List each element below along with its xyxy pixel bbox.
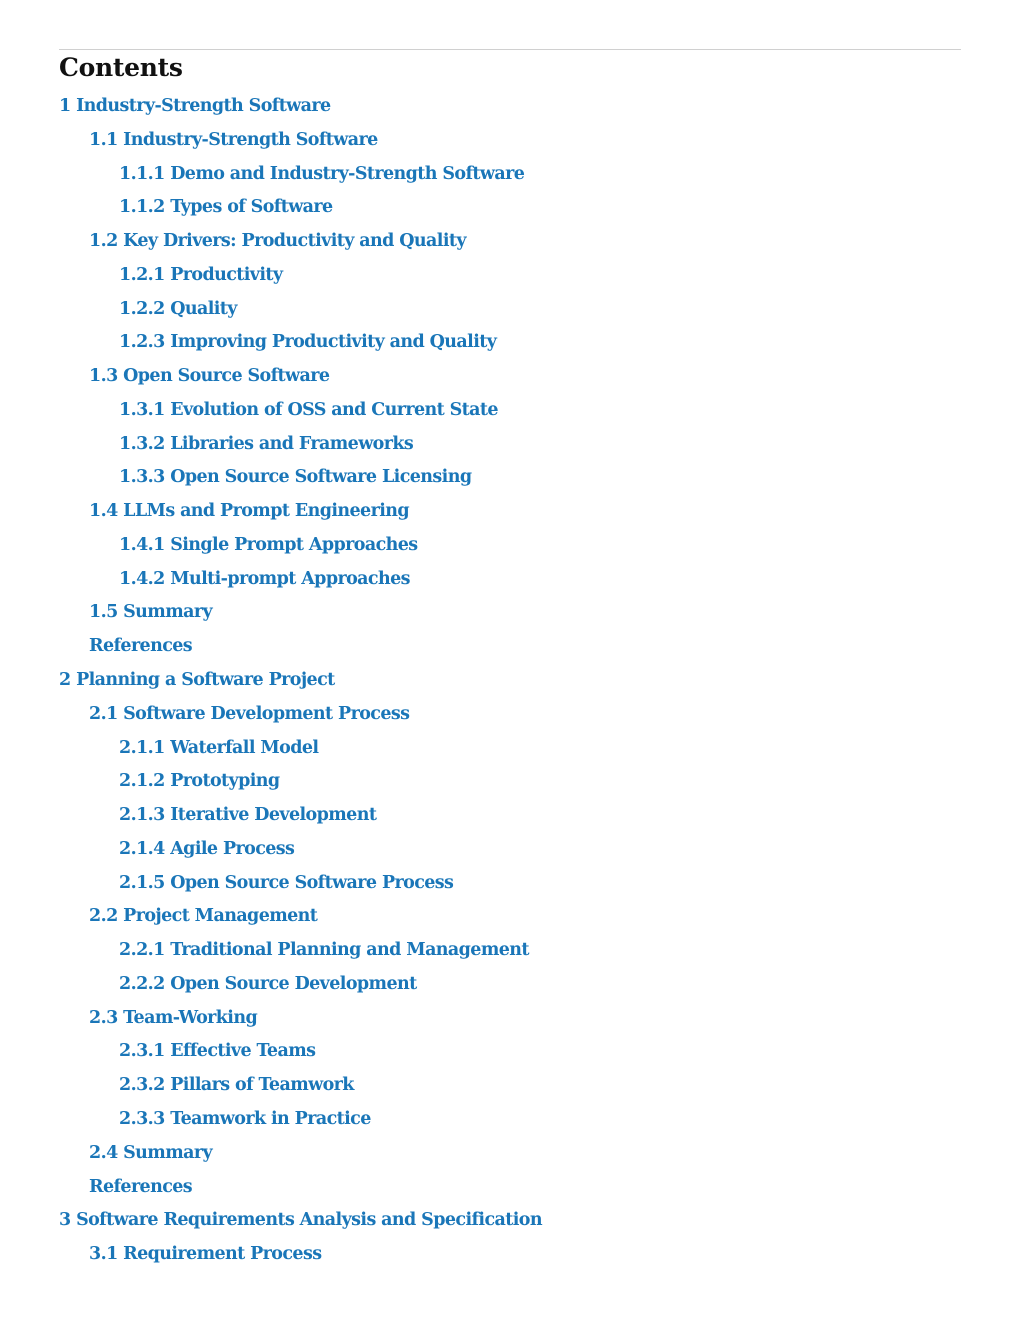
toc-link[interactable]: 2.1.4 Agile Process	[119, 838, 295, 859]
toc-entry	[59, 258, 542, 292]
toc-entry	[59, 1034, 542, 1068]
toc-entry	[59, 325, 542, 359]
toc-entry	[59, 764, 542, 798]
toc-entry	[59, 595, 542, 629]
toc-entry	[59, 697, 542, 731]
toc-link[interactable]: 2.3 Team-Working	[89, 1007, 258, 1028]
toc-link[interactable]: 1.3.3 Open Source Software Licensing	[119, 467, 472, 488]
toc-link[interactable]: 2.1.5 Open Source Software Process	[119, 872, 454, 893]
toc-entry	[59, 899, 542, 933]
toc-entry	[59, 528, 542, 562]
toc-link[interactable]: 1.3 Open Source Software	[89, 366, 330, 387]
toc-entry	[59, 1136, 542, 1170]
toc-entry	[59, 157, 542, 191]
toc-link[interactable]: 1.1.2 Types of Software	[119, 197, 333, 218]
toc-link[interactable]: 1.5 Summary	[89, 602, 213, 623]
toc-entry	[59, 89, 542, 123]
toc-link[interactable]: 2.1.1 Waterfall Model	[119, 737, 319, 758]
toc-entry	[59, 832, 542, 866]
toc-link[interactable]: 2.3.3 Teamwork in Practice	[119, 1108, 371, 1129]
toc-link[interactable]: 1.3.1 Evolution of OSS and Current State	[119, 399, 498, 420]
toc-link[interactable]: 1.4 LLMs and Prompt Engineering	[89, 501, 410, 522]
top-rule	[59, 49, 961, 50]
toc-link[interactable]: 2.1.2 Prototyping	[119, 771, 280, 792]
toc-link[interactable]: 2.2 Project Management	[89, 906, 318, 927]
toc-entry	[59, 224, 542, 258]
toc-link[interactable]: 1.1.1 Demo and Industry-Strength Software	[119, 163, 525, 184]
toc-entry	[59, 866, 542, 900]
toc-link[interactable]: 2.2.2 Open Source Development	[119, 973, 417, 994]
toc-entry	[59, 1203, 542, 1237]
toc-entry	[59, 1102, 542, 1136]
toc-entry	[59, 629, 542, 663]
toc-link[interactable]: 1.2 Key Drivers: Productivity and Quality	[89, 231, 466, 252]
toc-entry	[59, 494, 542, 528]
toc-entry	[59, 427, 542, 461]
toc-link[interactable]: 1.4.1 Single Prompt Approaches	[119, 534, 418, 555]
toc-link[interactable]: 1.4.2 Multi-prompt Approaches	[119, 568, 410, 589]
toc-link[interactable]: 1.2.1 Productivity	[119, 264, 283, 285]
toc-entry	[59, 663, 542, 697]
toc-entry	[59, 359, 542, 393]
toc-link[interactable]: 2.4 Summary	[89, 1142, 213, 1163]
toc-link[interactable]: 2.3.1 Effective Teams	[119, 1041, 316, 1062]
toc-link[interactable]: 1 Industry-Strength Software	[59, 96, 331, 116]
toc-link[interactable]: 1.2.3 Improving Productivity and Quality	[119, 332, 497, 353]
toc-link[interactable]: References	[89, 1176, 193, 1197]
toc-link[interactable]: 1.1 Industry-Strength Software	[89, 129, 378, 150]
toc-entry	[59, 190, 542, 224]
contents-heading: Contents	[59, 53, 183, 82]
toc-entry	[59, 1068, 542, 1102]
toc-entry	[59, 1237, 542, 1271]
toc-entry	[59, 292, 542, 326]
toc-link[interactable]: 3 Software Requirements Analysis and Specification	[59, 1210, 542, 1231]
toc-entry	[59, 1170, 542, 1204]
toc-link[interactable]: 2.2.1 Traditional Planning and Management	[119, 940, 529, 961]
toc-link[interactable]: 2 Planning a Software Project	[59, 670, 335, 691]
toc-entry	[59, 123, 542, 157]
toc-entry	[59, 393, 542, 427]
toc-entry	[59, 933, 542, 967]
toc-entry	[59, 798, 542, 832]
toc-link[interactable]: 1.2.2 Quality	[119, 298, 237, 319]
toc-entry	[59, 731, 542, 765]
toc-link[interactable]: 3.1 Requirement Process	[89, 1244, 322, 1265]
toc-link[interactable]: 2.1 Software Development Process	[89, 703, 410, 724]
toc-link[interactable]: 1.3.2 Libraries and Frameworks	[119, 433, 414, 454]
table-of-contents	[59, 89, 542, 1271]
toc-entry	[59, 1001, 542, 1035]
toc-link[interactable]: References	[89, 636, 193, 657]
toc-link[interactable]: 2.1.3 Iterative Development	[119, 805, 377, 826]
toc-entry	[59, 967, 542, 1001]
toc-link[interactable]: 2.3.2 Pillars of Teamwork	[119, 1075, 354, 1096]
toc-entry	[59, 562, 542, 596]
toc-entry	[59, 460, 542, 494]
